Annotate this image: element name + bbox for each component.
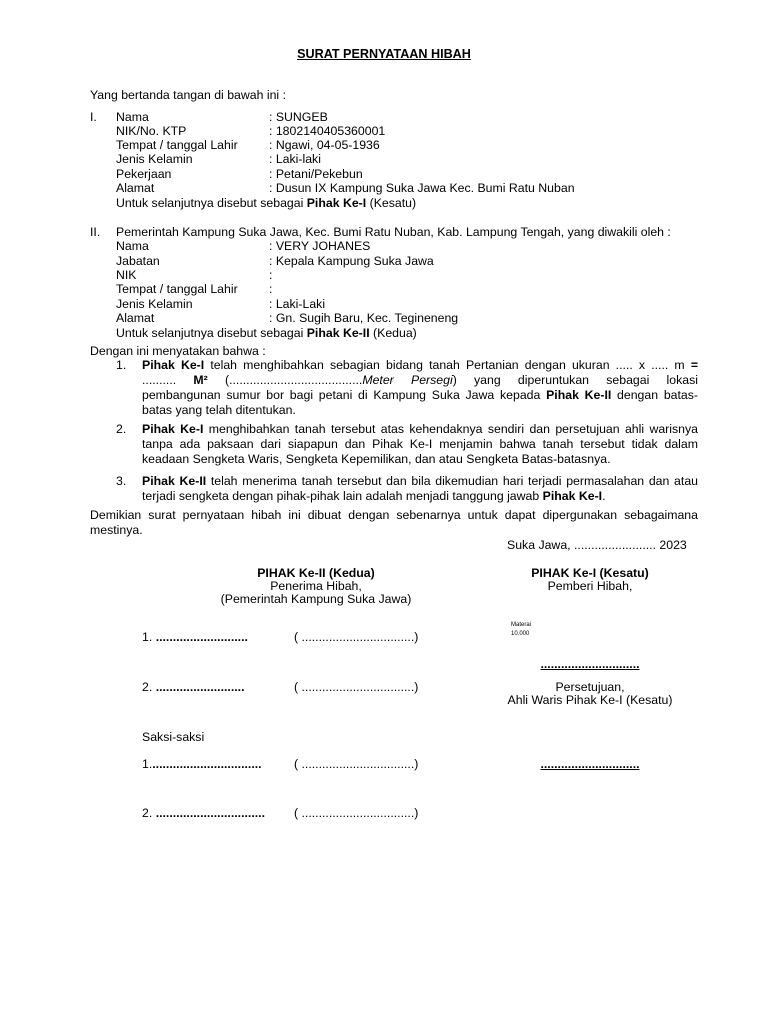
section2-heading: Pemerintah Kampung Suka Jawa, Kec. Bumi Ratu Nuban, Kab. Lampung Tengah, yang diwakili oleh : xyxy=(116,225,671,239)
approval-label: Persetujuan, xyxy=(555,680,625,694)
stamp-value: 10.000 xyxy=(511,631,530,637)
stamp-label: Materai xyxy=(511,622,532,628)
section2-number: II. xyxy=(90,225,101,239)
statement-intro: Dengan ini menyatakan bahwa : xyxy=(90,344,266,358)
document-page: SURAT PERNYATAAN HIBAH Yang bertanda tangan di bawah ini : I. Nama : SUNGEB NIK/No. KTP : 1802140405360001 Tempat / tanggal Lahir : Ngawi, 04-05-1936 Jenis Kelamin : Laki-laki Pekerjaan : Petani/Pekebun Alamat : Dusun IX Kampung Suka Jawa Kec. Bumi Ratu Nuban Untuk selanjutnya disebut sebagai Pihak Ke-I (Kesatu) II. Pemerintah Kampung Suka Jawa, Kec. Bumi Ratu Nuban, Kab. Lampung Tengah, yang diwakili oleh : Nama : VERY JOHANES Jabatan : Kepala Kampung Suka Jawa NIK : Tempat / tanggal Lahir : Jenis Kelamin : Laki-Laki Alamat : Gn. Sugih Baru, Kec. Tegineneng Untuk selanjutnya disebut sebagai Pihak Ke-II (Kedua) Dengan ini menyatakan bahwa : 1. Pihak Ke-I telah menghibahkan sebagian bidang tanah Pertanian dengan ukuran ..... x ..... m = .......... M² (.......................................Meter Persegi) yang diperuntukan sebagai lokasi pembangunan sumur bor bagi petani di Kampung Suka Jawa kepada Pihak Ke-II dengan batas- batas yang telah ditentukan. 2. Pihak Ke-I menghibahkan tanah tersebut atas kehendaknya sendiri dan persetujuan ahli warisnya tanpa ada paksaan dari siapapun dan Pihak Ke-I menjamin bahwa tanah tersebut tidak dalam keadaan Sengketa Waris, Sengketa Kepemilikan, dan atau Sengketa Batas-batasnya. 3. Pihak Ke-II telah menerima tanah tersebut dan bila dikemudian hari terjadi permasalahan dan atau terjadi sengketa dengan pihak-pihak lain adalah menjadi tanggung jawab Pihak Ke-I. Demikian surat pernyataan hibah ini dibuat dengan sebenarnya untuk dapat dipergunakan sebagaimana mestinya. Suka Jawa, ........................ 2023 PIHAK Ke-II (Kedua) Penerima Hibah, (Pemerintah Kampung Suka Jawa) PIHAK Ke-I (Kesatu) Pemberi Hibah, Materai 10.000 1. ........................... ( .................................) 2. .......................... ( .................................) ............................. Persetujuan, Ahli Waris Pihak Ke-I (Kesatu) Saksi-saksi 1................................. ( .................................) ............................. 2. ................................ ( .................................) xyxy=(0,0,768,1024)
party1-signature-line: ............................. xyxy=(540,657,640,671)
party2-title: PIHAK Ke-II (Kedua) xyxy=(257,566,375,580)
point3-text: Pihak Ke-II telah menerima tanah tersebut dan bila dikemudian hari terjadi permasalahan dan atau terjadi sengketa dengan pihak-pihak lain adalah menjadi tanggung jawab Pihak Ke-I. xyxy=(142,474,698,503)
approval-signature-line: ............................. xyxy=(540,757,640,771)
witness-1-line: 1................................. xyxy=(142,757,262,771)
point2-text: Pihak Ke-I menghibahkan tanah tersebut atas kehendaknya sendiri dan persetujuan ahli warisnya tanpa ada paksaan dari siapapun dan Pihak Ke-I menjamin bahwa tanah tersebut tidak dalam keadaan Sengketa Waris, Sengketa Kepemilikan, dan atau Sengketa Batas-batasnya. xyxy=(142,422,698,466)
point2-number: 2. xyxy=(116,422,127,436)
party2-org: (Pemerintah Kampung Suka Jawa) xyxy=(220,592,412,606)
point1-text: Pihak Ke-I telah menghibahkan sebagian bidang tanah Pertanian dengan ukuran ..... x ..... m = .......... M² (.......................................Meter Persegi) yang diperuntukan sebagai lokasi pembangunan sumur bor bagi petani di Kampung Suka Jawa kepada Pihak Ke-II dengan batas- batas yang telah ditentukan. xyxy=(142,358,699,417)
signer-1-line: 1. ........................... xyxy=(142,630,248,644)
point1-number: 1. xyxy=(116,358,127,372)
signer-2-line: 2. .......................... xyxy=(142,680,245,694)
document-title: SURAT PERNYATAAN HIBAH xyxy=(297,47,471,61)
signer-1-name: ( .................................) xyxy=(294,630,419,644)
party1-title: PIHAK Ke-I (Kesatu) xyxy=(531,566,649,580)
witness-2-name: ( .................................) xyxy=(294,806,419,820)
approval-heir: Ahli Waris Pihak Ke-I (Kesatu) xyxy=(507,693,673,707)
section1-footer: Untuk selanjutnya disebut sebagai Pihak Ke-I (Kesatu) xyxy=(116,196,417,210)
point3-number: 3. xyxy=(116,474,127,488)
signer-2-name: ( .................................) xyxy=(294,680,419,694)
closing-paragraph: Demikian surat pernyataan hibah ini dibuat dengan sebenarnya untuk dapat dipergunakan sebagaimana mestinya. xyxy=(90,508,698,537)
party1-role: Pemberi Hibah, xyxy=(547,579,633,593)
witness-label: Saksi-saksi xyxy=(142,730,205,744)
witness-1-name: ( .................................) xyxy=(294,757,419,771)
section1-number: I. xyxy=(90,110,97,124)
party2-role: Penerima Hibah, xyxy=(270,579,362,593)
place-date: Suka Jawa, ........................ 2023 xyxy=(507,538,687,552)
section2-footer: Untuk selanjutnya disebut sebagai Pihak Ke-II (Kedua) xyxy=(116,326,417,340)
witness-2-line: 2. ................................ xyxy=(142,806,266,820)
intro-text: Yang bertanda tangan di bawah ini : xyxy=(90,88,286,102)
